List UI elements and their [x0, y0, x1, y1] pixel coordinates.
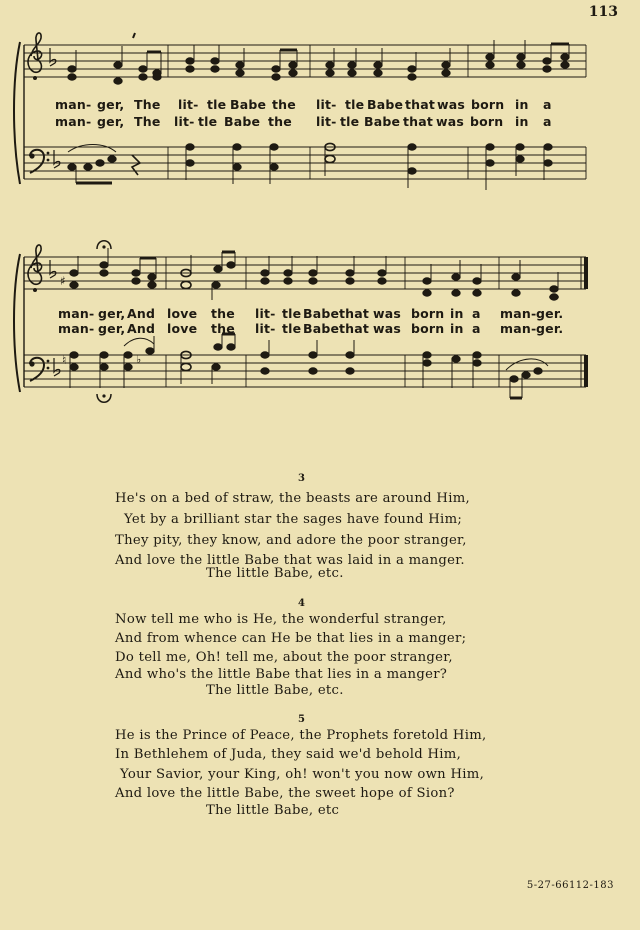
- lyric-syllable: that: [405, 97, 436, 112]
- lyric-syllable: man-: [55, 97, 92, 112]
- lyric-syllable: ger,: [98, 321, 126, 336]
- lyric-syllable: And: [127, 321, 156, 336]
- lyric-syllable: man-: [500, 306, 537, 321]
- lyric-syllable: man-: [58, 321, 95, 336]
- lyric-syllable: lit-: [255, 321, 276, 336]
- verse-line: The little Babe, etc: [206, 803, 340, 818]
- lyric-syllable: in: [515, 97, 529, 112]
- lyric-syllable: man-: [58, 306, 95, 321]
- flat-icon: [54, 358, 60, 376]
- flat-icon: [54, 150, 60, 168]
- lyric-syllable: ger,: [97, 114, 125, 129]
- verse-line: He's on a bed of straw, the beasts are around Him,: [115, 491, 471, 506]
- lyric-syllable: born: [470, 114, 504, 129]
- treble-clef-icon: [28, 33, 42, 80]
- verse-line: Now tell me who is He, the wonderful stranger,: [115, 612, 447, 627]
- verse-line: Yet by a brilliant star the sages have found Him;: [124, 512, 463, 527]
- footer-code: 5-27-66112-183: [526, 880, 614, 891]
- lyric-syllable: born: [411, 306, 445, 321]
- lyric-syllable: was: [436, 114, 465, 129]
- lyric-syllable: was: [437, 97, 466, 112]
- lyric-syllable: lit-: [316, 97, 337, 112]
- lyric-syllable: ger.: [536, 321, 564, 336]
- verse-line: In Bethlehem of Juda, they said we'd behold Him,: [115, 747, 462, 762]
- lyric-syllable: Babe: [367, 97, 404, 112]
- lyric-syllable: ger,: [97, 97, 125, 112]
- flat-icon: [50, 48, 56, 66]
- system-1-treble-notes: [68, 40, 569, 84]
- lyric-syllable: tle: [340, 114, 360, 129]
- lyric-syllable: a: [543, 114, 552, 129]
- lyric-syllable: a: [472, 306, 481, 321]
- lyric-syllable: ger.: [536, 306, 564, 321]
- lyric-syllable: in: [450, 321, 464, 336]
- verse-line: Do tell me, Oh! tell me, about the poor stranger,: [115, 650, 453, 665]
- lyric-syllable: was: [373, 306, 402, 321]
- lyric-syllable: that: [403, 114, 434, 129]
- svg-text:♭: ♭: [136, 353, 142, 366]
- verse-line: And from whence can He be that lies in a manger;: [115, 631, 467, 646]
- bass-clef-icon: [29, 358, 49, 381]
- verse-line: And love the little Babe that was laid in a manger.: [115, 553, 465, 568]
- lyric-syllable: tle: [207, 97, 227, 112]
- lyric-syllable: tle: [282, 306, 302, 321]
- lyric-syllable: the: [211, 306, 235, 321]
- lyric-syllable: Babe: [230, 97, 267, 112]
- lyric-syllable: the: [211, 321, 235, 336]
- lyric-syllable: in: [450, 306, 464, 321]
- system-2-treble-notes: [60, 248, 559, 300]
- lyric-syllable: tle: [282, 321, 302, 336]
- lyric-syllable: Babe: [224, 114, 261, 129]
- verse-line: Your Savior, your King, oh! won't you now own Him,: [120, 767, 485, 782]
- svg-text:♮: ♮: [62, 353, 67, 367]
- verse-line: And love the little Babe, the sweet hope of Sion?: [115, 786, 455, 801]
- music-notation: [0, 0, 640, 420]
- verse-line: They pity, they know, and adore the poor stranger,: [115, 533, 467, 548]
- lyric-syllable: lit-: [316, 114, 337, 129]
- lyric-syllable: was: [373, 321, 402, 336]
- lyric-syllable: lit-: [174, 114, 195, 129]
- verse-number: 4: [298, 598, 305, 609]
- lyric-syllable: tle: [345, 97, 365, 112]
- lyric-syllable: the: [272, 97, 296, 112]
- verse-number: 3: [298, 473, 305, 484]
- breath-mark-icon: [133, 33, 135, 38]
- lyric-syllable: Babe: [364, 114, 401, 129]
- lyric-syllable: born: [411, 321, 445, 336]
- verse-number: 5: [298, 714, 305, 725]
- lyric-syllable: tle: [198, 114, 218, 129]
- lyric-syllable: man-: [55, 114, 92, 129]
- lyric-syllable: ger,: [98, 306, 126, 321]
- lyric-syllable: lit-: [255, 306, 276, 321]
- treble-clef-icon: [28, 245, 42, 292]
- lyric-syllable: And: [127, 306, 156, 321]
- verse-line: He is the Prince of Peace, the Prophets foretold Him,: [115, 728, 487, 743]
- lyric-syllable: that: [339, 321, 370, 336]
- page-number: 113: [588, 4, 618, 20]
- lyric-syllable: Babe: [303, 321, 340, 336]
- lyric-syllable: love: [167, 321, 198, 336]
- lyric-syllable: man-: [500, 321, 537, 336]
- lyric-syllable: a: [543, 97, 552, 112]
- svg-text:♯: ♯: [60, 274, 66, 288]
- lyric-syllable: The: [134, 97, 161, 112]
- lyric-syllable: the: [268, 114, 292, 129]
- lyric-syllable: in: [515, 114, 529, 129]
- lyric-syllable: a: [472, 321, 481, 336]
- lyric-syllable: Babe: [303, 306, 340, 321]
- lyric-syllable: The: [134, 114, 161, 129]
- verse-line: And who's the little Babe that lies in a manger?: [115, 667, 448, 682]
- lyric-syllable: lit-: [178, 97, 199, 112]
- verse-line: The little Babe, etc.: [206, 683, 344, 698]
- flat-icon: [50, 260, 56, 278]
- system-2-bass-notes: [62, 334, 548, 398]
- bass-clef-icon: [29, 150, 49, 173]
- verse-line: The little Babe, etc.: [206, 566, 344, 581]
- lyric-syllable: love: [167, 306, 198, 321]
- lyric-syllable: born: [471, 97, 505, 112]
- lyric-syllable: that: [339, 306, 370, 321]
